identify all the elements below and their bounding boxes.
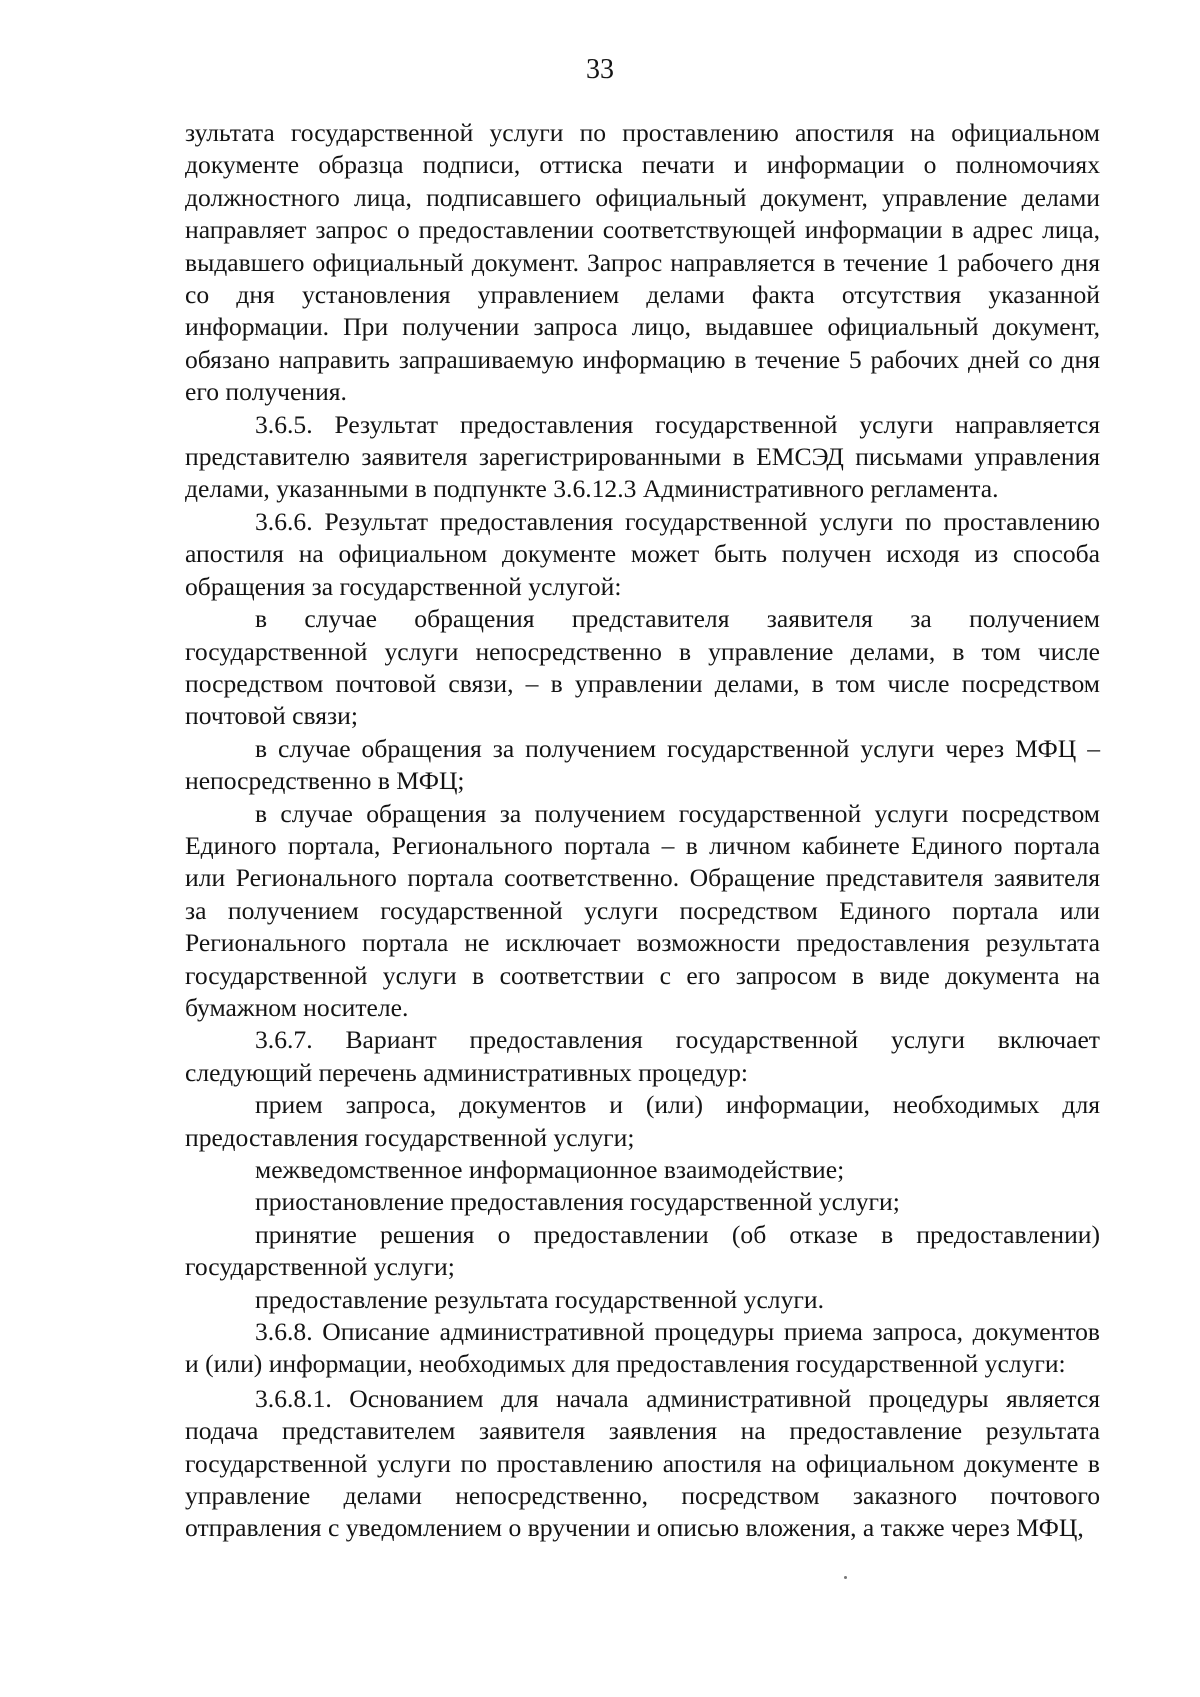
list-item-procedure-5: предоставление результата государственной услуги. (255, 1284, 824, 1314)
paragraph-3-6-5: 3.6.5. Результат предоставления государственной услуги направляется представителю заявителя зарегистрированными в ЕМСЭД письмами управления делами, указанными в подпункте 3.6.12.3 Административного регламента. (185, 409, 1100, 504)
scan-speck (844, 1576, 847, 1579)
list-item-procedure-1: прием запроса, документов и (или) информации, необходимых для предоставления государственной услуги; (185, 1090, 1100, 1152)
page-number: 33 (586, 54, 614, 85)
paragraph-case-mfc: в случае обращения за получением государственной услуги через МФЦ – непосредственно в МФЦ; (185, 733, 1100, 796)
paragraph-3-6-6: 3.6.6. Результат предоставления государственной услуги по проставлению апостиля на официальном документе может быть получен исходя из способа обращения за государственной услугой: (185, 506, 1100, 601)
paragraph-3-6-8: 3.6.8. Описание административной процедуры приема запроса, документов и (или) информации, необходимых для предоставления государственной услуги: (185, 1317, 1100, 1379)
document-body (185, 117, 1100, 1545)
list-item-procedure-3: приостановление предоставления государственной услуги; (255, 1187, 900, 1217)
paragraph-continuation: зультата государственной услуги по проставлению апостиля на официальном документе образца подписи, оттиска печати и информации о полномочиях должностного лица, подписавшего официальный документ, управление делами направляет запрос о предоставлении соответствующей информации в адрес лица, выдавшего официальный документ. Запрос направляется в течение 1 рабочего дня со дня установления управлением делами факта отсутствия указанной информации. При получении запроса лицо, выдавшее официальный документ, обязано направить запрашиваемую информацию в течение 5 рабочих дней со дня его получения. (185, 118, 1100, 407)
paragraph-3-6-7: 3.6.7. Вариант предоставления государственной услуги включает следующий перечень административных процедур: (185, 1025, 1100, 1087)
list-item-procedure-4: принятие решения о предоставлении (об отказе в предоставлении) государственной услуги; (185, 1219, 1100, 1282)
paragraph-case-portal: в случае обращения за получением государственной услуги посредством Единого портала, Регионального портала – в личном кабинете Единого портала или Регионального портала соответственно. Обращение представителя заявителя за получением государственной услуги посредством Единого портала или Регионального портала не исключает возможности предоставления результата государственной услуги в соответствии с его запросом в виде документа на бумажном носителе. (185, 798, 1100, 1022)
paragraph-3-6-8-1: 3.6.8.1. Основанием для начала административной процедуры является подача представителем заявителя заявления на предоставление результата государственной услуги по проставлению апостиля на официальном документе в управление делами непосредственно, посредством заказного почтового отправления с уведомлением о вручении и описью вложения, а также через МФЦ, (185, 1383, 1100, 1543)
list-item-procedure-2: межведомственное информационное взаимодействие; (255, 1155, 845, 1184)
paragraph-case-direct: в случае обращения представителя заявителя за получением государственной услуги непосредственно в управление делами, в том числе посредством почтовой связи, – в управлении делами, в том числе посредством почтовой связи; (185, 604, 1100, 731)
